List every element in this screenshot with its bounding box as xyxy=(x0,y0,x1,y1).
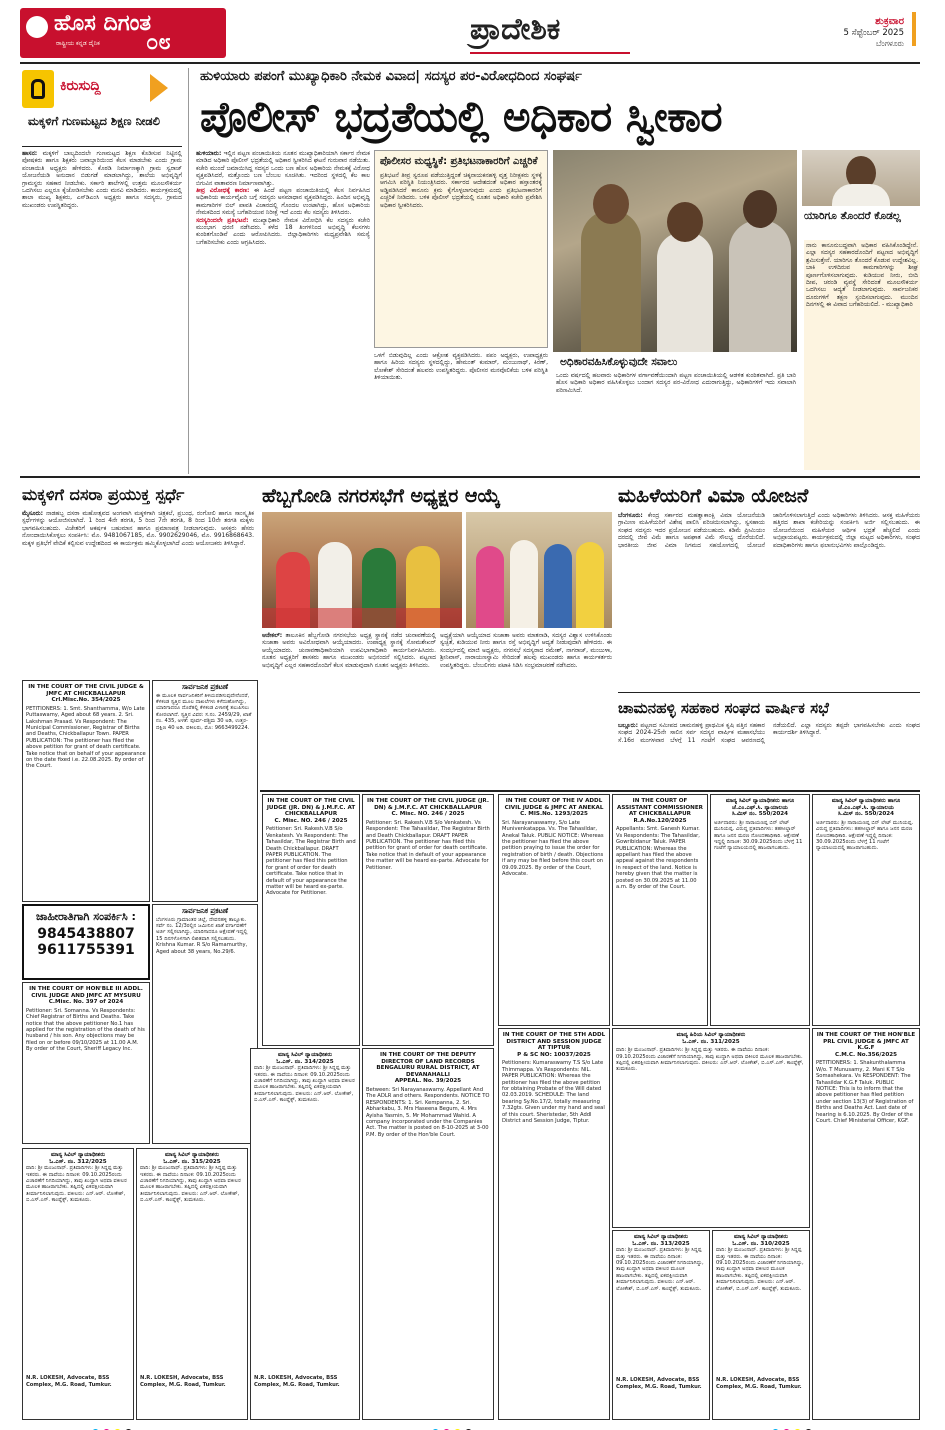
logo-emblem-icon xyxy=(26,16,48,38)
footer-notice-1-sub: ಓ.ಎಸ್. ನಂ. 312/2025 xyxy=(49,1158,107,1165)
side-title: ಯಾರಿಗೂ ತೊಂದರೆ ಕೊಡಲ್ಲ xyxy=(804,210,901,222)
notice-2-body: ಈ ಮೂಲಕ ಸಾರ್ವಜನಿಕರಿಗೆ ತಿಳಿಯಪಡಿಸುವುದೇನೆಂದರೆ, ಕೆಳಕಂಡ ಸ್ವತ್ತಿನ ಮೂಲ ದಾಖಲೆಗಳು ಕಳೆದುಹೋಗಿದ್ದು, ಯಾರಿಗಾದರೂ ದೊರೆತಲ್ಲಿ ಕೆಳಕಂಡ ವಿಳಾಸಕ್ಕೆ ತಲುಪಿಸಲು ಕೋರಲಾಗಿದೆ. ಸ್ವತ್ತಿನ ವಿವರ: ಸ.ನಂ. 2459/29, ಖಾತೆ ನಂ. 435, ಅಳತೆ: ಪೂರ್ವ-ಪಶ್ಚಿಮ 30 ಅಡಿ, ಉತ್ತರ-ದಕ್ಷಿಣ 40 ಅಡಿ. ವಕೀಲರು, ಮೊ: 9663499224. xyxy=(156,692,252,731)
notice-7 xyxy=(498,794,610,1026)
date-label: 5 ಸೆಪ್ಟೆಂಬರ್ 2025 xyxy=(843,28,904,38)
vima-dateline: ಬೆಂಗಳೂರು: xyxy=(618,512,643,519)
dasara-headline: ಮಕ್ಕಳಿಗೆ ದಸರಾ ಪ್ರಯುಕ್ತ ಸ್ಪರ್ಧೆ xyxy=(22,485,185,504)
lead-sub1-label: ತೀವ್ರ ವಿರೋಧಕ್ಕೆ ಕಾರಣ: xyxy=(196,187,250,195)
notice-11-body: Between: Sri Narayanaswamy. Appellant And The ADLR and others. Respondents. NOTICE TO RESPONDENTS: 1. Sri. Kempanna, 2. Sri. Abharkabu, 3. Mrs Haseena Begum, 4. Mrs Ayisha Yasmin, 5. Mr Mohammad Wahid. A company incorporated under the Companies Act. The matter is posted on 8-10-2025 at 3-00 P.M. By order of the Hon'ble Court. xyxy=(366,1086,490,1138)
notice-4 xyxy=(152,904,258,1144)
vima-text: ಕೇಂದ್ರ ಸರ್ಕಾರದ ಮಹತ್ವಾಕಾಂಕ್ಷಿ ವಿಮಾ ಯೋಜನೆಯಡಿ ಗ್ರಾಮೀಣ ಮಹಿಳೆಯರಿಗೆ ವಿಶೇಷ ಪಾಲಿಸಿ ಪರಿಚಯಿಸಲಾಗಿದ್ದು, ಸ್ವಸಹಾಯ ಸಂಘದ ಸದಸ್ಯರು ಇದರ ಪ್ರಯೋಜನ ಪಡೆಯಬಹುದು. ಕಡಿಮೆ ಪ್ರೀಮಿಯಂ ದರದಲ್ಲಿ ಜೀವ ವಿಮೆ ಹಾಗೂ ಅಪಘಾತ ವಿಮೆ ಸೌಲಭ್ಯ ದೊರೆಯಲಿದೆ. ಭಾರತೀಯ ಜೀವ ವಿಮಾ ನಿಗಮದ ಸಹಯೋಗದಲ್ಲಿ ಯೋಜನೆ ಜಾರಿಗೊಳಿಸಲಾಗುತ್ತಿದೆ ಎಂದು ಅಧಿಕಾರಿಗಳು ತಿಳಿಸಿದರು. ಆಸಕ್ತ ಮಹಿಳೆಯರು ಹತ್ತಿರದ ಶಾಖಾ ಕಚೇರಿಯನ್ನು ಸಂಪರ್ಕಿಸಿ ಅರ್ಜಿ ಸಲ್ಲಿಸಬಹುದು. ಈ ಯೋಜನೆಯಿಂದ ಮಹಿಳೆಯರ ಆರ್ಥಿಕ ಭದ್ರತೆ ಹೆಚ್ಚಲಿದೆ ಎಂದು ಅಭಿಪ್ರಾಯಪಟ್ಟರು. ಕಾರ್ಯಕ್ರಮದಲ್ಲಿ ಜಿಲ್ಲಾ ಮಟ್ಟದ ಅಧಿಕಾರಿಗಳು, ಸಂಘದ ಪದಾಧಿಕಾರಿಗಳು ಹಾಗೂ ಫಲಾನುಭವಿಗಳು ಪಾಲ್ಗೊಂಡಿದ್ದರು. xyxy=(618,512,920,549)
notice-14-body: PETITIONERS: 1. Shakunthalamma W/o. T Munusamy, 2. Mani K T S/o Somashekara. Vs RESPONDENT: The Tahasildar K.G.F Taluk. PUBLIC NOTICE: This is to inform that the above petitioner has filed petition under section 13(3) of Registration of Births and Deaths Act. Last date of hearing is 6.10.2025. By Order of the Court. Chief Ministerial Officer, KGF. xyxy=(816,1060,914,1125)
lead-photo-caption-title: ಅಧಿಕಾರವಹಿಸಿಕೊಳ್ಳುವುದೇ ಸವಾಲು xyxy=(560,356,678,368)
notice-5-sub: C. Misc. NO. 246 / 2025 xyxy=(274,817,348,824)
footer-notice-3-title: ಮಾನ್ಯ ಸಿವಿಲ್ ನ್ಯಾಯಾಧೀಶರು xyxy=(278,1052,332,1058)
ad-phone-2: 9611755391 xyxy=(37,942,135,958)
chamanahalli-headline: ಚಾಮನಹಳ್ಳಿ ಸಹಕಾರ ಸಂಘದ ವಾರ್ಷಿಕ ಸಭೆ xyxy=(618,699,829,717)
footer-notice-2-sub: ಓ.ಎಸ್. ನಂ. 315/2025 xyxy=(163,1158,221,1165)
kirusuddi-badge xyxy=(22,70,54,108)
notice-3-title: IN THE COURT OF HON'BLE III ADDL. CIVIL JUDGE AND JMFC AT MYSURU xyxy=(29,986,143,999)
notice-1-sub: Crl.Misc.No. 354/2025 xyxy=(51,697,121,704)
side-portrait xyxy=(802,150,920,206)
notice-5-body: Petitioner: Sri. Rakesh.V.B S/o Venkatesh. Vs Respondent: The Tahasildar, The Registrar Birth and Death Chickballapur. DRAFT PAPER PUBLICATION. The petitioner has filed this petition for grant of order for death certificate. Take notice that in default of your appearance the matter will be heard ex-parte. Advocate for Petitioner. xyxy=(266,826,356,897)
notice-1 xyxy=(22,680,150,902)
dasara-dateline: ಮೈಸೂರು: xyxy=(22,510,44,517)
registration-marks-center xyxy=(430,1421,474,1430)
notice-12-body: Petitioners: Kumaraswamy T.S S/o Late Thimmappa. Vs Respondents: NIL. PAPER PUBLICATION: Whereas the petitioner has filed the above petition for obtaining Probate of the Will dated 02.03.2019. SCHEDULE: The land bearing Sy.No.17/2, totally measuring 7.32gts. Given under my hand and seal of this court. Sheristedar, 5th Addl District and Session Judge, Tiptur. xyxy=(502,1060,605,1125)
notice-8-body: Appellants: Smt. Ganesh Kumar. Vs Respondents: The Tahasildar, Gowribidanur Taluk. PAPER PUBLICATION: Whereas the appellant has filed the above appeal against the respondents in respect of the land. Notice is hereby given that the matter is posted on 30.09.2025 at 11.00 a.m. By order of the Court. xyxy=(616,826,700,891)
city-label: ಬೆಂಗಳೂರು xyxy=(875,39,904,48)
hebbagodi-body-1 xyxy=(262,632,436,788)
notice-4-title: ಸಾರ್ವಜನಿಕ ಪ್ರಕಟಣೆ xyxy=(181,907,229,915)
notice-3-sub: C.Misc. No. 397 of 2024 xyxy=(48,999,124,1006)
masthead-logo xyxy=(20,8,226,58)
lead-sub1-body: ಈ ಹಿಂದೆ ಪಟ್ಟಣ ಪಂಚಾಯಿತಿಯಲ್ಲಿ ಕೆಲಸ ನಿರ್ವಹಿಸಿದ ಅಧಿಕಾರಿಯ ಕಾರ್ಯವೈಖರಿ ಬಗ್ಗೆ ಸದಸ್ಯರು ಅಸಮಾಧಾನ ವ್ಯಕ್ತಪಡಿಸಿದ್ದರು. ಹಿಂದಿನ ಅಭಿವೃದ್ಧಿ ಕಾಮಗಾರಿಗಳ ಬಿಲ್ ಪಾವತಿ ವಿಚಾರದಲ್ಲಿ ಗೊಂದಲ ಉಂಟಾಗಿದ್ದು, ಹೊಸ ಅಧಿಕಾರಿಯ ನೇಮಕದಿಂದ ಸಮಸ್ಯೆ ಬಗೆಹರಿಯುವ ನಿರೀಕ್ಷೆ ಇದೆ ಎಂದು ಕೆಲ ಸದಸ್ಯರು ತಿಳಿಸಿದರು. xyxy=(196,187,370,217)
police-box-body: ಪ್ರತಿಭಟನೆ ತೀವ್ರ ಸ್ವರೂಪ ಪಡೆಯುತ್ತಿದ್ದಂತೆ ಚಿಕ್ಕನಾಯಕನಹಳ್ಳಿ ವೃತ್ತ ನಿರೀಕ್ಷಕರು ಸ್ಥಳಕ್ಕೆ ಆಗಮಿಸಿ ಪರಿಸ್ಥಿತಿ ನಿಯಂತ್ರಿಸಿದರು. ಸರ್ಕಾರದ ಆದೇಶದಂತೆ ಅಧಿಕಾರ ಹಸ್ತಾಂತರಕ್ಕೆ ಅಡ್ಡಿಪಡಿಸಿದರೆ ಕಾನೂನು ಕ್ರಮ ಕೈಗೊಳ್ಳಲಾಗುವುದು ಎಂದು ಪ್ರತಿಭಟನಾಕಾರರಿಗೆ ಎಚ್ಚರಿಕೆ ನೀಡಿದರು. ಬಳಿಕ ಪೊಲೀಸ್ ಭದ್ರತೆಯಲ್ಲಿ ನೂತನ ಅಧಿಕಾರಿ ಕಚೇರಿ ಪ್ರವೇಶಿಸಿ ಅಧಿಕಾರ ಸ್ವೀಕರಿಸಿದರು. xyxy=(380,172,542,209)
notice-12-title: IN THE COURT OF THE 5TH ADDL DISTRICT AND SESSION JUDGE AT TIPTUR xyxy=(502,1032,606,1052)
notice-6-body: Petitioner: Sri. Rakesh.V.B S/o Venkatesh. Vs Respondent: The Tahasildar, The Registrar Birth and Death Chickballapur. DRAFT PAPER PUBLICATION. The petitioner has filed this petition for grant of order for death certificate. Take notice that in default of your appearance the matter will be heard ex-parte. Advocate for Petitioner. xyxy=(366,819,490,871)
chamanahalli-text: ಪಟ್ಟಣದ ಸಮೀಪದ ಚಾಮನಹಳ್ಳಿ ಪ್ರಾಥಮಿಕ ಕೃಷಿ ಪತ್ತಿನ ಸಹಕಾರ ಸಂಘದ 2024-25ನೇ ಸಾಲಿನ ಸರ್ವ ಸದಸ್ಯರ ವಾರ್ಷಿಕ ಮಹಾಸಭೆಯು ಸೆ.16ರ ಮಂಗಳವಾರ ಬೆಳಗ್ಗೆ 11 ಗಂಟೆಗೆ ಸಂಘದ ಆವರಣದಲ್ಲಿ ನಡೆಯಲಿದೆ. ಎಲ್ಲಾ ಸದಸ್ಯರು ತಪ್ಪದೇ ಭಾಗವಹಿಸಬೇಕು ಎಂದು ಸಂಘದ ಕಾರ್ಯದರ್ಶಿ ತಿಳಿಸಿದ್ದಾರೆ. xyxy=(618,722,920,744)
notice-13-title: ಮಾನ್ಯ ಹಿರಿಯ ಸಿವಿಲ್ ನ್ಯಾಯಾಧೀಶರು xyxy=(676,1032,746,1038)
vima-headline: ಮಹಿಳೆಯರಿಗೆ ವಿಮಾ ಯೋಜನೆ xyxy=(618,485,809,507)
police-box-title: ಪೊಲೀಸರ ಮಧ್ಯಸ್ಥಿಕೆ: ಪ್ರತಿಭಟನಾಕಾರರಿಗೆ ಎಚ್ಚರಿಕೆ xyxy=(380,156,538,167)
kirusuddi-rule xyxy=(22,146,182,147)
footer-notice-2 xyxy=(136,1148,248,1420)
ad-contact-label: ಜಾಹೀರಾತಿಗಾಗಿ ಸಂಪರ್ಕಿಸಿ : xyxy=(36,910,136,923)
section-underline xyxy=(470,52,630,54)
page-number: ೦೮ xyxy=(146,30,171,55)
notice-7-sub: C. MIS.No. 1293/2025 xyxy=(520,811,588,818)
notice-1-body: PETITIONERS: 1. Smt. Shanthamma, W/o Late Puttaswamy, Aged about 68 years. 2. Sri. Lakshman Prasad. Vs Respondent: The Municipal Commissioner, Registrar of Births and Deaths, Chickballapur Town. PAPER PUBLICATION: The petitioner has filed the above petition for grant of death certificate. Take notice that on behalf of your appearance on the date fixed i.e. 22.08.2025. By order of the Court. xyxy=(26,705,146,770)
footer-notice-5-body: ವಾದಿ: ಶ್ರೀ ಮಂಜುನಾಥ್. ಪ್ರತಿವಾದಿಗಳು: ಶ್ರೀ ಸಿದ್ದಪ್ಪ ಮತ್ತು ಇತರರು. ಈ ದಾವೆಯು ದಿನಾಂಕ: 09.10.2025ರಂದು ವಿಚಾರಣೆಗೆ ನಿಗದಿಯಾಗಿದ್ದು, ತಾವು ಖುದ್ದಾಗಿ ಅಥವಾ ವಕೀಲರ ಮೂಲಕ ಹಾಜರಾಗಬೇಕು. ತಪ್ಪಿದಲ್ಲಿ ಏಕಪಕ್ಷೀಯವಾಗಿ ತೀರ್ಮಾನಿಸಲಾಗುವುದು. ವಕೀಲರು: ಎನ್.ಆರ್. ಲೋಕೇಶ್, ಬಿ.ಎಸ್.ಎಸ್. ಕಾಂಪ್ಲೆಕ್ಸ್, ತುಮಕೂರು. xyxy=(716,1247,804,1292)
lead-photo xyxy=(553,150,797,352)
notice-7-title: IN THE COURT OF THE IV ADDL CIVIL JUDGE & JMFC AT ANEKAL xyxy=(504,798,604,811)
kirusuddi-text: ಮಕ್ಕಳಿಗೆ ಬಾಲ್ಯದಿಂದಲೇ ಗುಣಮಟ್ಟದ ಶಿಕ್ಷಣ ಕೊಡಿಸುವ ನಿಟ್ಟಿನಲ್ಲಿ ಪೋಷಕರು ಹಾಗೂ ಶಿಕ್ಷಕರು ಜವಾಬ್ದಾರಿಯಿಂದ ಕೆಲಸ ಮಾಡಬೇಕು ಎಂದು ಗ್ರಾಮ ಪಂಚಾಯಿತಿ ಅಧ್ಯಕ್ಷರು ಹೇಳಿದರು. ಕೊಠಡಿ ನಿರ್ಮಾಣಕ್ಕಾಗಿ ಗ್ರಾಮ ಸ್ವರಾಜ್ ಯೋಜನೆಯಡಿ ಅನುದಾನ ಬಿಡುಗಡೆ ಮಾಡಲಾಗಿದ್ದು, ಶಾಲೆಯ ಅಭಿವೃದ್ಧಿಗೆ ಗ್ರಾಮಸ್ಥರು ಸಹಕಾರ ನೀಡಬೇಕು. ಸರ್ಕಾರಿ ಶಾಲೆಗಳಲ್ಲಿ ಉತ್ತಮ ಮೂಲಸೌಕರ್ಯ ಒದಗಿಸಲು ಎಲ್ಲರೂ ಕೈಜೋಡಿಸಬೇಕು ಎಂದು ಮನವಿ ಮಾಡಿದರು. ಕಾರ್ಯಕ್ರಮದಲ್ಲಿ ಶಾಲಾ ಮುಖ್ಯ ಶಿಕ್ಷಕರು, ಎಸ್‌ಡಿಎಂಸಿ ಅಧ್ಯಕ್ಷರು ಹಾಗೂ ಸದಸ್ಯರು, ಗ್ರಾಮದ ಮುಖಂಡರು ಉಪಸ್ಥಿತರಿದ್ದರು. xyxy=(22,150,182,209)
day-label: ಶುಕ್ರವಾರ xyxy=(875,16,904,27)
side-body: ನಾನು ಕಾನೂನುಬದ್ಧವಾಗಿ ಅಧಿಕಾರ ವಹಿಸಿಕೊಂಡಿದ್ದೇನೆ. ಎಲ್ಲಾ ಸದಸ್ಯರ ಸಹಕಾರದೊಂದಿಗೆ ಪಟ್ಟಣದ ಅಭಿವೃದ್ಧಿಗೆ ಶ್ರಮಿಸುತ್ತೇನೆ. ಯಾರಿಗೂ ತೊಂದರೆ ಕೊಡುವ ಉದ್ದೇಶವಿಲ್ಲ. ಬಾಕಿ ಉಳಿದಿರುವ ಕಾಮಗಾರಿಗಳನ್ನು ಶೀಘ್ರ ಪೂರ್ಣಗೊಳಿಸಲಾಗುವುದು. ಕುಡಿಯುವ ನೀರು, ಬೀದಿ ದೀಪ, ಚರಂಡಿ ವ್ಯವಸ್ಥೆ ಸೇರಿದಂತೆ ಮೂಲಸೌಕರ್ಯ ಒದಗಿಸಲು ಆದ್ಯತೆ ನೀಡಲಾಗುವುದು. ಸಾರ್ವಜನಿಕರ ದೂರುಗಳಿಗೆ ತಕ್ಷಣ ಸ್ಪಂದಿಸಲಾಗುವುದು. ಮುಂದಿನ ದಿನಗಳಲ್ಲಿ ಈ ವಿವಾದ ಬಗೆಹರಿಯಲಿದೆ. - ಮುಖ್ಯಾಧಿಕಾರಿ xyxy=(804,240,920,470)
hand-icon xyxy=(31,79,45,99)
registration-marks-left xyxy=(90,1421,134,1430)
notice-1-title: IN THE COURT OF THE CIVIL JUDGE & JMFC AT CHICKBALLAPUR xyxy=(28,684,144,697)
footer-notice-3 xyxy=(250,1048,360,1420)
notice-8-sub: R.A.No.120/2025 xyxy=(633,817,687,824)
notice-10-title: ಮಾನ್ಯ ಸಿವಿಲ್ ನ್ಯಾಯಾಧೀಶರು ಹಾಗೂ ಜೆ.ಎಂ.ಎಫ್.ಸಿ. ನ್ಯಾಯಾಲಯ xyxy=(831,798,901,811)
notice-11-sub: APPEAL. No. 39/2025 xyxy=(394,1078,462,1085)
footer-notice-4-body: ವಾದಿ: ಶ್ರೀ ಮಂಜುನಾಥ್. ಪ್ರತಿವಾದಿಗಳು: ಶ್ರೀ ಸಿದ್ದಪ್ಪ ಮತ್ತು ಇತರರು. ಈ ದಾವೆಯು ದಿನಾಂಕ: 09.10.2025ರಂದು ವಿಚಾರಣೆಗೆ ನಿಗದಿಯಾಗಿದ್ದು, ತಾವು ಖುದ್ದಾಗಿ ಅಥವಾ ವಕೀಲರ ಮೂಲಕ ಹಾಜರಾಗಬೇಕು. ತಪ್ಪಿದಲ್ಲಿ ಏಕಪಕ್ಷೀಯವಾಗಿ ತೀರ್ಮಾನಿಸಲಾಗುವುದು. ವಕೀಲರು: ಎನ್.ಆರ್. ಲೋಕೇಶ್, ಬಿ.ಎಸ್.ಎಸ್. ಕಾಂಪ್ಲೆಕ್ಸ್, ತುಮಕೂರು. xyxy=(616,1247,704,1292)
hebbagodi-body-2: ಅಧ್ಯಕ್ಷೆಯಾಗಿ ಆಯ್ಕೆಯಾದ ಸುಜಾತಾ ಅವರು ಮಾತನಾಡಿ, ಸದಸ್ಯರ ವಿಶ್ವಾಸ ಉಳಿಸಿಕೊಂಡು ಸ್ವಚ್ಛತೆ, ಕುಡಿಯುವ ನೀರು ಹಾಗೂ ರಸ್ತೆ ಅಭಿವೃದ್ಧಿಗೆ ಆದ್ಯತೆ ನೀಡುವುದಾಗಿ ಹೇಳಿದರು. ಈ ಸಂದರ್ಭದಲ್ಲಿ ಮಾಜಿ ಅಧ್ಯಕ್ಷರು, ನಗರಸಭೆ ಸದಸ್ಯರಾದ ರಮೇಶ್, ನಾಗರಾಜ್, ಮಂಜುಳಾ, ಶ್ರೀನಿವಾಸ್, ನಾರಾಯಣಸ್ವಾಮಿ ಸೇರಿದಂತೆ ಹಲವು ಮುಖಂಡರು ಹಾಗೂ ಕಾರ್ಯಕರ್ತರು ಉಪಸ್ಥಿತರಿದ್ದರು. ಬೆಂಬಲಿಗರು ಪಟಾಕಿ ಸಿಡಿಸಿ ಸಂಭ್ರಮಾಚರಣೆ ನಡೆಸಿದರು. xyxy=(440,632,612,669)
hebbagodi-dateline: ಆನೇಕಲ್: xyxy=(262,632,283,639)
police-box xyxy=(374,150,548,348)
lead-kicker: ಹುಳಿಯಾರು ಪಪಂಗೆ ಮುಖ್ಯಾಧಿಕಾರಿ ನೇಮಕ ವಿವಾದ| ಸದಸ್ಯರ ಪರ-ವಿರೋಧದಿಂದ ಸಂಘರ್ಷ xyxy=(200,69,582,84)
footer-notice-4-title: ಮಾನ್ಯ ಸಿವಿಲ್ ನ್ಯಾಯಾಧೀಶರು xyxy=(634,1234,688,1240)
footer-notice-4-sub: ಓ.ಎಸ್. ನಂ. 313/2025 xyxy=(632,1240,690,1247)
kirusuddi-headline: ಮಕ್ಕಳಿಗೆ ಗುಣಮಟ್ಟದ ಶಿಕ್ಷಣ ನೀಡಲಿ xyxy=(28,114,160,128)
registration-marks-right xyxy=(770,1421,814,1430)
notice-12 xyxy=(498,1028,610,1420)
lead-sub2-label: ಸದಸ್ಯರಿಂದಲೇ ಪ್ರತಿಭಟನೆ: xyxy=(196,216,249,224)
photo-person-center xyxy=(657,232,713,352)
notice-2 xyxy=(152,680,258,902)
kirusuddi-dateline: ಹಾಸನ: xyxy=(22,150,38,157)
ad-phone-1: 9845438807 xyxy=(37,926,135,942)
notice-11 xyxy=(362,1048,494,1420)
kirusuddi-body xyxy=(22,150,182,472)
notice-5-title: IN THE COURT OF THE CIVIL JUDGE (JR. DN) & J.M.F.C. AT CHICKBALLAPUR xyxy=(266,798,356,818)
lead-body-col-1 xyxy=(196,150,370,470)
footer-notice-3-advocate: N.R. LOKESH, Advocate, BSS Complex, M.G. Road, Tumkur. xyxy=(254,1375,340,1388)
kirusuddi-label: ಕಿರುಸುದ್ದಿ xyxy=(60,78,101,94)
notice-10 xyxy=(812,794,920,1026)
lead-dateline: ಹುಳಿಯಾರು: xyxy=(196,150,222,157)
footer-notice-5-advocate: N.R. LOKESH, Advocate, BSS Complex, M.G. Road, Tumkur. xyxy=(716,1377,802,1390)
lead-bottom-rule xyxy=(20,476,920,478)
notice-3-body: Petitioner: Sri. Somanna. Vs Respondents: Chief Registrar of Births and Deaths. Take notice that the above petitioner No.1 has applied for the registration of the death of his husband / his son. Any objections may be filed on or before 09/10/2025 at 11.00 A.M. By order of the Court, Sheriff Legacy Inc. xyxy=(26,1007,145,1053)
notice-13-sub: ಓ.ಎಸ್. ನಂ. 311/2025 xyxy=(682,1038,740,1045)
chamanahalli-dateline: ಬಲ್ಲೂರು: xyxy=(618,722,638,729)
notice-9-title: ಮಾನ್ಯ ಸಿವಿಲ್ ನ್ಯಾಯಾಧೀಶರು ಹಾಗೂ ಜೆ.ಎಂ.ಎಫ್.ಸಿ. ನ್ಯಾಯಾಲಯ xyxy=(725,798,795,811)
footer-notice-3-body: ವಾದಿ: ಶ್ರೀ ಮಂಜುನಾಥ್. ಪ್ರತಿವಾದಿಗಳು: ಶ್ರೀ ಸಿದ್ದಪ್ಪ ಮತ್ತು ಇತರರು. ಈ ದಾವೆಯು ದಿನಾಂಕ: 09.10.2025ರಂದು ವಿಚಾರಣೆಗೆ ನಿಗದಿಯಾಗಿದ್ದು, ತಾವು ಖುದ್ದಾಗಿ ಅಥವಾ ವಕೀಲರ ಮೂಲಕ ಹಾಜರಾಗಬೇಕು. ತಪ್ಪಿದಲ್ಲಿ ಏಕಪಕ್ಷೀಯವಾಗಿ ತೀರ್ಮಾನಿಸಲಾಗುವುದು. ವಕೀಲರು: ಎನ್.ಆರ್. ಲೋಕೇಶ್, ಬಿ.ಎಸ್.ಎಸ್. ಕಾಂಪ್ಲೆಕ್ಸ್, ತುಮಕೂರು. xyxy=(254,1065,355,1104)
footer-notice-5-title: ಮಾನ್ಯ ಸಿವಿಲ್ ನ್ಯಾಯಾಧೀಶರು xyxy=(734,1234,788,1240)
notice-5 xyxy=(262,794,360,1046)
kirusuddi-chevron-icon xyxy=(150,74,168,102)
date-accent-bar xyxy=(912,12,916,46)
dasara-body xyxy=(22,510,254,674)
notice-8-title: IN THE COURT OF ASSISTANT COMMISSIONER AT CHICKBALLAPUR xyxy=(617,798,703,818)
footer-notice-2-title: ಮಾನ್ಯ ಸಿವಿಲ್ ನ್ಯಾಯಾಧೀಶರು xyxy=(165,1152,219,1158)
ad-contact-box xyxy=(22,904,150,980)
masthead-tagline: ರಾಷ್ಟ್ರೀಯ ಕನ್ನಡ ದೈನಿಕ xyxy=(56,40,100,47)
footer-notice-1-title: ಮಾನ್ಯ ಸಿವಿಲ್ ನ್ಯಾಯಾಧೀಶರು xyxy=(51,1152,105,1158)
notice-2-title: ಸಾರ್ವಜನಿಕ ಪ್ರಕಟಣೆ xyxy=(181,683,229,691)
lead-headline: ಪೊಲೀಸ್ ಭದ್ರತೆಯಲ್ಲಿ ಅಧಿಕಾರ ಸ್ವೀಕಾರ xyxy=(200,92,723,141)
dasara-text: ನಾಡಹಬ್ಬ ದಸರಾ ಮಹೋತ್ಸವದ ಅಂಗವಾಗಿ ಮಕ್ಕಳಿಗಾಗಿ ಚಿತ್ರಕಲೆ, ಪ್ರಬಂಧ, ರಂಗೋಲಿ ಹಾಗೂ ಸಾಂಸ್ಕೃತಿಕ ಸ್ಪರ್ಧೆಗಳನ್ನು ಆಯೋಜಿಸಲಾಗಿದೆ. 1 ರಿಂದ 4ನೇ ತರಗತಿ, 5 ರಿಂದ 7ನೇ ತರಗತಿ, 8 ರಿಂದ 10ನೇ ತರಗತಿ ಮಕ್ಕಳು ಭಾಗವಹಿಸಬಹುದು. ವಿಜೇತರಿಗೆ ಆಕರ್ಷಕ ಬಹುಮಾನ ಹಾಗೂ ಪ್ರಮಾಣಪತ್ರ ನೀಡಲಾಗುವುದು. ಆಸಕ್ತರು ಹೆಸರು ನೋಂದಾಯಿಸಿಕೊಳ್ಳಲು ಸಂಪರ್ಕಿಸಿ: ಮೊ. 9481067185, ಮೊ. 9902629046, ಮೊ. 9916868643. ಮಕ್ಕಳ ಪ್ರತಿಭೆಗೆ ವೇದಿಕೆ ಕಲ್ಪಿಸುವ ಉದ್ದೇಶದಿಂದ ಈ ಕಾರ್ಯಕ್ರಮ ಹಮ್ಮಿಕೊಳ್ಳಲಾಗಿದೆ ಎಂದು ಆಯೋಜಕರು ತಿಳಿಸಿದ್ದಾರೆ. xyxy=(22,510,254,547)
notice-10-sub: ಸಿ.ಮಿಸ್ ನಂ. 550/2024 xyxy=(837,811,895,818)
notice-6-title: IN THE COURT OF THE CIVIL JUDGE (JR. DN) & J.M.F.C. AT CHICKBALLAPUR xyxy=(367,798,489,811)
lead-sub2-body: ಮುಖ್ಯಾಧಿಕಾರಿ ನೇಮಕ ವಿರೋಧಿಸಿ ಕೆಲ ಸದಸ್ಯರು ಕಚೇರಿ ಮುಂಭಾಗ ಧರಣಿ ನಡೆಸಿದರು. ಕಳೆದ 18 ತಿಂಗಳಿನಿಂದ ಅಭಿವೃದ್ಧಿ ಕೆಲಸಗಳು ಕುಂಠಿತಗೊಂಡಿವೆ ಎಂದು ಆರೋಪಿಸಿದರು. ಜಿಲ್ಲಾಧಿಕಾರಿಗಳು ಮಧ್ಯಪ್ರವೇಶಿಸಿ ಸಮಸ್ಯೆ ಬಗೆಹರಿಸಬೇಕು ಎಂದು ಆಗ್ರಹಿಸಿದರು. xyxy=(196,216,370,246)
notice-11-title: IN THE COURT OF THE DEPUTY DIRECTOR OF LAND RECORDS BENGALURU RURAL DISTRICT, AT DEVANAHALLI xyxy=(376,1052,480,1078)
lead-body-1: ಇಲ್ಲಿನ ಪಟ್ಟಣ ಪಂಚಾಯಿತಿಯ ನೂತನ ಮುಖ್ಯಾಧಿಕಾರಿಯಾಗಿ ಸರ್ಕಾರ ನೇಮಕ ಮಾಡಿದ ಅಧಿಕಾರಿ ಪೊಲೀಸ್ ಭದ್ರತೆಯಲ್ಲಿ ಅಧಿಕಾರ ಸ್ವೀಕರಿಸಿದ ಘಟನೆ ಗುರುವಾರ ನಡೆಯಿತು. ಕಚೇರಿ ಮುಂದೆ ಜಮಾಯಿಸಿದ್ದ ಸದಸ್ಯರ ಒಂದು ಬಣ ಹೊಸ ಅಧಿಕಾರಿಯ ನೇಮಕಕ್ಕೆ ವಿರೋಧ ವ್ಯಕ್ತಪಡಿಸಿದರೆ, ಮತ್ತೊಂದು ಬಣ ಬೆಂಬಲ ಸೂಚಿಸಿತು. ಇದರಿಂದ ಸ್ಥಳದಲ್ಲಿ ಕೆಲ ಕಾಲ ಬಿಗುವಿನ ವಾತಾವರಣ ನಿರ್ಮಾಣವಾಗಿತ್ತು. xyxy=(196,150,370,187)
notice-6 xyxy=(362,794,494,1046)
notice-9 xyxy=(710,794,810,1026)
footer-notice-5 xyxy=(712,1230,810,1420)
footer-notice-2-body: ವಾದಿ: ಶ್ರೀ ಮಂಜುನಾಥ್. ಪ್ರತಿವಾದಿಗಳು: ಶ್ರೀ ಸಿದ್ದಪ್ಪ ಮತ್ತು ಇತರರು. ಈ ದಾವೆಯು ದಿನಾಂಕ: 09.10.2025ರಂದು ವಿಚಾರಣೆಗೆ ನಿಗದಿಯಾಗಿದ್ದು, ತಾವು ಖುದ್ದಾಗಿ ಅಥವಾ ವಕೀಲರ ಮೂಲಕ ಹಾಜರಾಗಬೇಕು. ತಪ್ಪಿದಲ್ಲಿ ಏಕಪಕ್ಷೀಯವಾಗಿ ತೀರ್ಮಾನಿಸಲಾಗುವುದು. ವಕೀಲರು: ಎನ್.ಆರ್. ಲೋಕೇಶ್, ಬಿ.ಎಸ್.ಎಸ್. ಕಾಂಪ್ಲೆಕ್ಸ್, ತುಮಕೂರು. xyxy=(140,1165,241,1204)
notice-13-body: ವಾದಿ: ಶ್ರೀ ಮಂಜುನಾಥ್. ಪ್ರತಿವಾದಿಗಳು: ಶ್ರೀ ಸಿದ್ದಪ್ಪ ಮತ್ತು ಇತರರು. ಈ ದಾವೆಯು ದಿನಾಂಕ: 09.10.2025ರಂದು ವಿಚಾರಣೆಗೆ ನಿಗದಿಯಾಗಿದ್ದು, ತಾವು ಖುದ್ದಾಗಿ ಅಥವಾ ವಕೀಲರ ಮೂಲಕ ಹಾಜರಾಗಬೇಕು. ತಪ್ಪಿದಲ್ಲಿ ಏಕಪಕ್ಷೀಯವಾಗಿ ತೀರ್ಮಾನಿಸಲಾಗುವುದು. ವಕೀಲರು: ಎನ್.ಆರ್. ಲೋಕೇಶ್, ಬಿ.ಎಸ್.ಎಸ್. ಕಾಂಪ್ಲೆಕ್ಸ್, ತುಮಕೂರು. xyxy=(616,1047,804,1073)
footer-notice-5-sub: ಓ.ಎಸ್. ನಂ. 310/2025 xyxy=(732,1240,790,1247)
hebbagodi-text-1: ತಾಲೂಕಿನ ಹೆಬ್ಬಗೋಡಿ ನಗರಸಭೆಯ ಅಧ್ಯಕ್ಷ ಸ್ಥಾನಕ್ಕೆ ನಡೆದ ಚುನಾವಣೆಯಲ್ಲಿ ಸುಜಾತಾ ಅವರು ಅವಿರೋಧವಾಗಿ ಆಯ್ಕೆಯಾದರು. ಉಪಾಧ್ಯಕ್ಷ ಸ್ಥಾನಕ್ಕೆ ಸೋಮಶೇಖರ್ ಆಯ್ಕೆಯಾದರು. ಚುನಾವಣಾಧಿಕಾರಿಯಾಗಿ ಉಪವಿಭಾಗಾಧಿಕಾರಿ ಕಾರ್ಯನಿರ್ವಹಿಸಿದರು. ನೂತನ ಅಧ್ಯಕ್ಷರಿಗೆ ಶಾಸಕರು ಹಾಗೂ ಮುಖಂಡರು ಅಭಿನಂದನೆ ಸಲ್ಲಿಸಿದರು. ಪಟ್ಟಣದ ಅಭಿವೃದ್ಧಿಗೆ ಎಲ್ಲರ ಸಹಕಾರದೊಂದಿಗೆ ಕೆಲಸ ಮಾಡುವುದಾಗಿ ನೂತನ ಅಧ್ಯಕ್ಷರು ತಿಳಿಸಿದರು. xyxy=(262,632,436,669)
notice-14-title: IN THE COURT OF THE HON'BLE PRL CIVIL JUDGE & JMFC AT K.G.F xyxy=(816,1032,916,1052)
notice-12-sub: P & SC NO: 10037/2025 xyxy=(517,1051,591,1058)
notices-top-rule xyxy=(260,790,920,792)
photo-person-right xyxy=(729,220,791,352)
hebbagodi-photo xyxy=(262,512,462,628)
masthead-name: ಹೊಸ ದಿಗಂತ xyxy=(54,11,152,36)
notice-9-body: ಅರ್ಜಿದಾರರು: ಶ್ರೀ ನಾರಾಯಣಪ್ಪ ಬಿನ್ ಲೇಟ್ ಮುನಿಯಪ್ಪ. ವಿರುದ್ಧ ಪ್ರತಿವಾದಿಗಳು: ತಹಸೀಲ್ದಾರ್ ಹಾಗೂ ಜನನ ಮರಣ ನೋಂದಣಾಧಿಕಾರಿ. ಆಕ್ಷೇಪಣೆ ಇದ್ದಲ್ಲಿ ದಿನಾಂಕ: 30.09.2025ರಂದು ಬೆಳಗ್ಗೆ 11 ಗಂಟೆಗೆ ನ್ಯಾಯಾಲಯದಲ್ಲಿ ಹಾಜರಾಗಬಹುದು. xyxy=(714,819,803,852)
notice-13 xyxy=(612,1028,810,1228)
date-block xyxy=(780,16,904,49)
hebbagodi-photo-2 xyxy=(466,512,612,628)
notice-7-body: Sri. Narayanaswamy, S/o Late Munivenkatappa. Vs. The Tahasildar, Anekal Taluk. PUBLIC NOTICE: Whereas the petitioner has filed the above petition praying to issue the order for registration of birth / death. Objections if any may be filed before this court on 09.09.2025. By order of the Court, Advocate. xyxy=(502,819,604,878)
footer-notice-3-sub: ಓ.ಎಸ್. ನಂ. 314/2025 xyxy=(276,1058,334,1065)
chamanahalli-body xyxy=(618,722,920,786)
notice-4-body: ಬೆಂಗಳೂರು ಗ್ರಾಮಾಂತರ ಜಿಲ್ಲೆ, ದೇವನಹಳ್ಳಿ ತಾಲ್ಲೂಕು. ಸರ್ವೆ ನಂ. 12/3ರಲ್ಲಿನ ಜಮೀನಿನ ಖಾತೆ ವರ್ಗಾವಣೆಗೆ ಅರ್ಜಿ ಸಲ್ಲಿಸಲಾಗಿದ್ದು, ಯಾರಿಗಾದರೂ ಆಕ್ಷೇಪಣೆ ಇದ್ದಲ್ಲಿ 15 ದಿನಗಳೊಳಗಾಗಿ ಲಿಖಿತವಾಗಿ ಸಲ್ಲಿಸಬಹುದು. Krishna Kumar. R S/o Ramamurthy, Aged about 38 years, No.29/6. xyxy=(156,916,248,955)
notice-9-sub: ಸಿ.ಮಿಸ್ ನಂ. 550/2024 xyxy=(731,811,789,818)
photo-person-officer xyxy=(581,210,641,352)
footer-notice-1 xyxy=(22,1148,134,1420)
lead-photo-caption-body: ಒಂದು ವರ್ಷದಲ್ಲಿ ಹಲವಾರು ಅಧಿಕಾರಿಗಳ ವರ್ಗಾವಣೆಯಿಂದಾಗಿ ಪಟ್ಟಣ ಪಂಚಾಯಿತಿಯಲ್ಲಿ ಆಡಳಿತ ಕುಂಠಿತವಾಗಿದೆ. ಪ್ರತಿ ಬಾರಿ ಹೊಸ ಅಧಿಕಾರಿ ಅಧಿಕಾರ ವಹಿಸಿಕೊಳ್ಳಲು ಬಂದಾಗ ಸದಸ್ಯರ ಪರ-ವಿರೋಧ ಎದುರಾಗುತ್ತಿದ್ದು, ಅಧಿಕಾರಿಗಳಿಗೆ ಇದು ಸವಾಲಾಗಿ ಪರಿಣಮಿಸಿದೆ. xyxy=(556,372,796,394)
lead-body-col-2: ಒಳಗೆ ಬಿಡುವುದಿಲ್ಲ ಎಂದು ಆಕ್ರೋಶ ವ್ಯಕ್ತಪಡಿಸಿದರು. ಪಪಂ ಅಧ್ಯಕ್ಷರು, ಉಪಾಧ್ಯಕ್ಷರು ಹಾಗೂ ಹಿರಿಯ ಸದಸ್ಯರು ಸ್ಥಳದಲ್ಲಿದ್ದು, ಹೇಮಂತ್ ಕುಮಾರ್, ಮಂಜುನಾಥ್, ಕಿರಣ್, ಲೋಕೇಶ್ ಸೇರಿದಂತೆ ಹಲವರು ಉಪಸ್ಥಿತರಿದ್ದರು. ಪೊಲೀಸರ ಮನವೊಲಿಕೆಯ ಬಳಿಕ ಪರಿಸ್ಥಿತಿ ತಿಳಿಯಾಯಿತು. xyxy=(374,352,548,382)
col-divider-1 xyxy=(188,68,189,474)
footer-notice-4-advocate: N.R. LOKESH, Advocate, BSS Complex, M.G. Road, Tumkur. xyxy=(616,1377,702,1390)
masthead-rule xyxy=(20,62,920,64)
footer-notice-4 xyxy=(612,1230,710,1420)
notice-10-body: ಅರ್ಜಿದಾರರು: ಶ್ರೀ ನಾರಾಯಣಪ್ಪ ಬಿನ್ ಲೇಟ್ ಮುನಿಯಪ್ಪ. ವಿರುದ್ಧ ಪ್ರತಿವಾದಿಗಳು: ತಹಸೀಲ್ದಾರ್ ಹಾಗೂ ಜನನ ಮರಣ ನೋಂದಣಾಧಿಕಾರಿ. ಆಕ್ಷೇಪಣೆ ಇದ್ದಲ್ಲಿ ದಿನಾಂಕ: 30.09.2025ರಂದು ಬೆಳಗ್ಗೆ 11 ಗಂಟೆಗೆ ನ್ಯಾಯಾಲಯದಲ್ಲಿ ಹಾಜರಾಗಬಹುದು. xyxy=(816,819,914,852)
notice-14-sub: C.M.C. No.356/2025 xyxy=(834,1051,898,1058)
vima-body xyxy=(618,512,920,688)
notice-8 xyxy=(612,794,708,1026)
footer-notice-1-body: ವಾದಿ: ಶ್ರೀ ಮಂಜುನಾಥ್. ಪ್ರತಿವಾದಿಗಳು: ಶ್ರೀ ಸಿದ್ದಪ್ಪ ಮತ್ತು ಇತರರು. ಈ ದಾವೆಯು ದಿನಾಂಕ: 09.10.2025ರಂದು ವಿಚಾರಣೆಗೆ ನಿಗದಿಯಾಗಿದ್ದು, ತಾವು ಖುದ್ದಾಗಿ ಅಥವಾ ವಕೀಲರ ಮೂಲಕ ಹಾಜರಾಗಬೇಕು. ತಪ್ಪಿದಲ್ಲಿ ಏಕಪಕ್ಷೀಯವಾಗಿ ತೀರ್ಮಾನಿಸಲಾಗುವುದು. ವಕೀಲರು: ಎನ್.ಆರ್. ಲೋಕೇಶ್, ಬಿ.ಎಸ್.ಎಸ್. ಕಾಂಪ್ಲೆಕ್ಸ್, ತುಮಕೂರು. xyxy=(26,1165,127,1204)
footer-notice-1-advocate: N.R. LOKESH, Advocate, BSS Complex, M.G. Road, Tumkur. xyxy=(26,1375,112,1388)
hebbagodi-headline: ಹೆಬ್ಬಗೋಡಿ ನಗರಸಭೆಗೆ ಅಧ್ಯಕ್ಷರ ಆಯ್ಕೆ xyxy=(262,485,501,507)
section-title: ಪ್ರಾದೇಶಿಕ xyxy=(470,12,561,47)
notice-6-sub: C. Misc. NO. 246 / 2025 xyxy=(391,811,465,818)
footer-notice-2-advocate: N.R. LOKESH, Advocate, BSS Complex, M.G. Road, Tumkur. xyxy=(140,1375,226,1388)
notice-3 xyxy=(22,982,150,1144)
notice-14 xyxy=(812,1028,920,1420)
